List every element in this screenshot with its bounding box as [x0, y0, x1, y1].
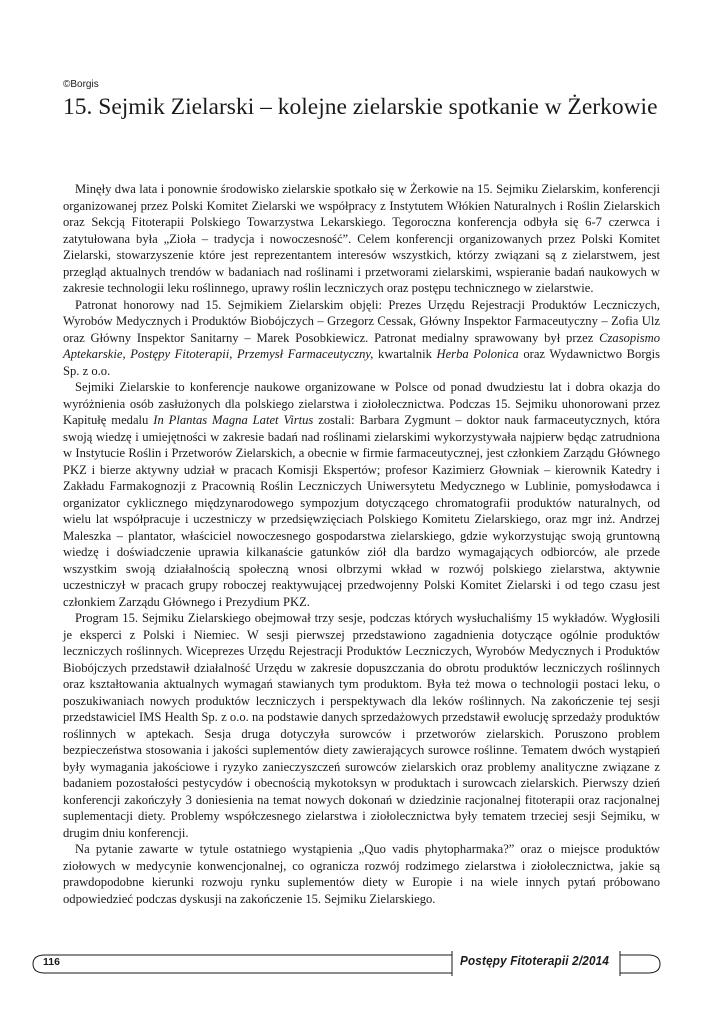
patronage-text-3: oraz Wydawnictwo Borgis Sp. z o.o.: [63, 347, 661, 378]
article-title: 15. Sejmik Zielarski – kolejne zielarskie spotkanie w Żerkowie: [63, 94, 658, 120]
patronage-text: Patronat honorowy nad 15. Sejmikiem Zielarskim objęli: Prezes Urzędu Rejestracji Produktów Leczniczych, Wyrobów Medycznych i Produktów Biobójczych – Grzegorz Cessak, Główny Inspektor Farmaceutyczny – Zofia Ulz oraz Główny Inspektor Sanitarny – Marek Posobkiewicz. Patronat medialny sprawowany był przez: [63, 297, 660, 345]
paragraph-patronage: [63, 297, 660, 380]
footer-frame: [0, 948, 724, 978]
page-number: 116: [43, 956, 60, 968]
media-patrons: Czasopismo Aptekarskie, Postępy Fitoterapii, Przemysł Farmaceutyczny,: [63, 330, 660, 361]
patronage-text-2: kwartalnik: [373, 347, 437, 361]
article-body: [63, 181, 660, 907]
paragraph-program: Program 15. Sejmiku Zielarskiego obejmował trzy sesje, podczas których wysłuchaliśmy 15 wykładów. Wygłosili je eksperci z Polski i Niemiec. W sesji pierwszej przedstawiono zagadnienia dotyczące ogólnie produktów leczniczych roślinnych. Wiceprezes Urzędu Rejestracji Produktów Leczniczych, Wyrobów Medycznych i Produktów Biobójczych przedstawił działalność Urzędu w zakresie dopuszczania do obrotu produktów leczniczych roślinnych oraz kształtowania aktualnych wymagań stawianych tym produktom. Była też mowa o technologii postaci leku, o poszukiwaniach nowych produktów leczniczych i perspektywach dla leków roślinnych. Na zakończenie tej sesji przedstawiciel IMS Health Sp. z o.o. na podstawie danych sprzedażowych przedstawił ewolucję sprzedaży produktów roślinnych w aptekach. Sesja druga dotyczyła surowców i przetworów zielarskich. Poruszono problem bezpieczeństwa stosowania i jakości suplementów diety zawierających surowce roślinne. Tematem dwóch wystąpień były wymagania jakościowe i ryzyko zanieczyszczeń surowców zielarskich oraz problemy analityczne związane z badaniem pozostałości pestycydów i obecnością mykotoksyn w produktach i surowcach zielarskich. Pierwszy dzień konferencji zakończyły 3 doniesienia na temat nowych dokonań w dziedzinie racjonalnej fitoterapii oraz racjonalnej suplementacji diety. Problemy współczesnego zielarstwa i ziołolecznictwa były tematem trzeciej sesji Sejmiku, w drugim dniu konferencji.: [63, 611, 660, 840]
awards-text: Sejmiki Zielarskie to konferencje naukowe organizowane w Polsce od ponad dwudziestu lat i dobra okazja do wyróżnienia osób zasłużonych dla polskiego zielarstwa i ziołolecznictwa. Podczas 15. Sejmiku uhonorowani przez Kapitułę medalu: [63, 380, 660, 427]
journal-name: Postępy Fitoterapii 2/2014: [460, 953, 610, 968]
awards-text-2: zostali: Barbara Zygmunt – doktor nauk farmaceutycznych, która swoją wiedzę i umiejętności w zakresie badań nad roślinami zielarskimi wykorzystywała najpierw będąc zatrudniona w Instytucie Roślin i Przetworów Zielarskich, a obecnie w firmie farmaceutycznej, jest członkiem Zarządu Głównego PKZ i bierze aktywny udział w pracach Komisji Ekspertów; profesor Kazimierz Głowniak – kierownik Katedry i Zakładu Farmakognozji z Pracownią Roślin Leczniczych Uniwersytetu Medycznego w Lublinie, pomysłodawca i organizator cyklicznego międzynarodowego sympozjum dotyczącego chromatografii produktów naturalnych, od wielu lat współpracuje i uczestniczy w przedsięwzięciach Polskiego Komitetu Zielarskiego, oraz mgr inż. Andrzej Maleszka – plantator, właściciel nowoczesnego gospodarstwa zielarskiego, gdzie wykorzystując swoją gruntowną wiedzę i doświadczenie uprawia kilkanaście gatunków ziół dla bardzo wymagających odbiorców, ale przede wszystkim swoją działalnością społeczną wnosi olbrzymi wkład w rozwój polskiego zielarstwa, aktywnie uczestniczył w pracach grupy roboczej reaktywującej przedwojenny Polski Komitet Zielarski i od tego czasu jest członkiem Zarządu Głównego i Prezydium PKZ.: [63, 413, 660, 609]
copyright-notice: ©Borgis: [63, 79, 99, 90]
medal-name: In Plantas Magna Latet Virtus: [153, 413, 314, 427]
paragraph-intro: Minęły dwa lata i ponownie środowisko zielarskie spotkało się w Żerkowie na 15. Sejmiku Zielarskim, konferencji organizowanej przez Polski Komitet Zielarski we współpracy z Instytutem Włókien Naturalnych i Roślin Zielarskich oraz Sekcją Fitoterapii Polskiego Towarzystwa Lekarskiego. Tegoroczna konferencja odbyła się 6-7 czerwca i zatytułowana była „Zioła – tradycja i nowoczesność”. Celem konferencji organizowanych przez Polski Komitet Zielarski, stowarzyszenie które jest reprezentantem interesów wszystkich, którzy związani są z zielarstwem, jest przegląd aktualnych trendów w badaniach nad roślinami i przetworami zielarskimi, wspieranie badań naukowych w zakresie technologii leku roślinnego, uprawy roślin leczniczych oraz postępu technicznego w zielarstwie.: [63, 182, 660, 295]
paragraph-discussion: Na pytanie zawarte w tytule ostatniego wystąpienia „Quo vadis phytopharmaka?” oraz o miejsce produktów ziołowych w medycynie konwencjonalnej, co ogranicza rozwój rodzimego zielarstwa i ziołolecznictwa, jakie są prawdopodobne kierunki rozwoju rynku suplementów diety w Europie i na wiele innych pytań próbowano odpowiedzieć podczas dyskusji na zakończenie 15. Sejmiku Zielarskiego.: [63, 842, 660, 906]
herba-polonica: Herba Polonica: [436, 347, 519, 361]
page-footer: [0, 948, 724, 978]
paragraph-awards: [63, 379, 660, 610]
